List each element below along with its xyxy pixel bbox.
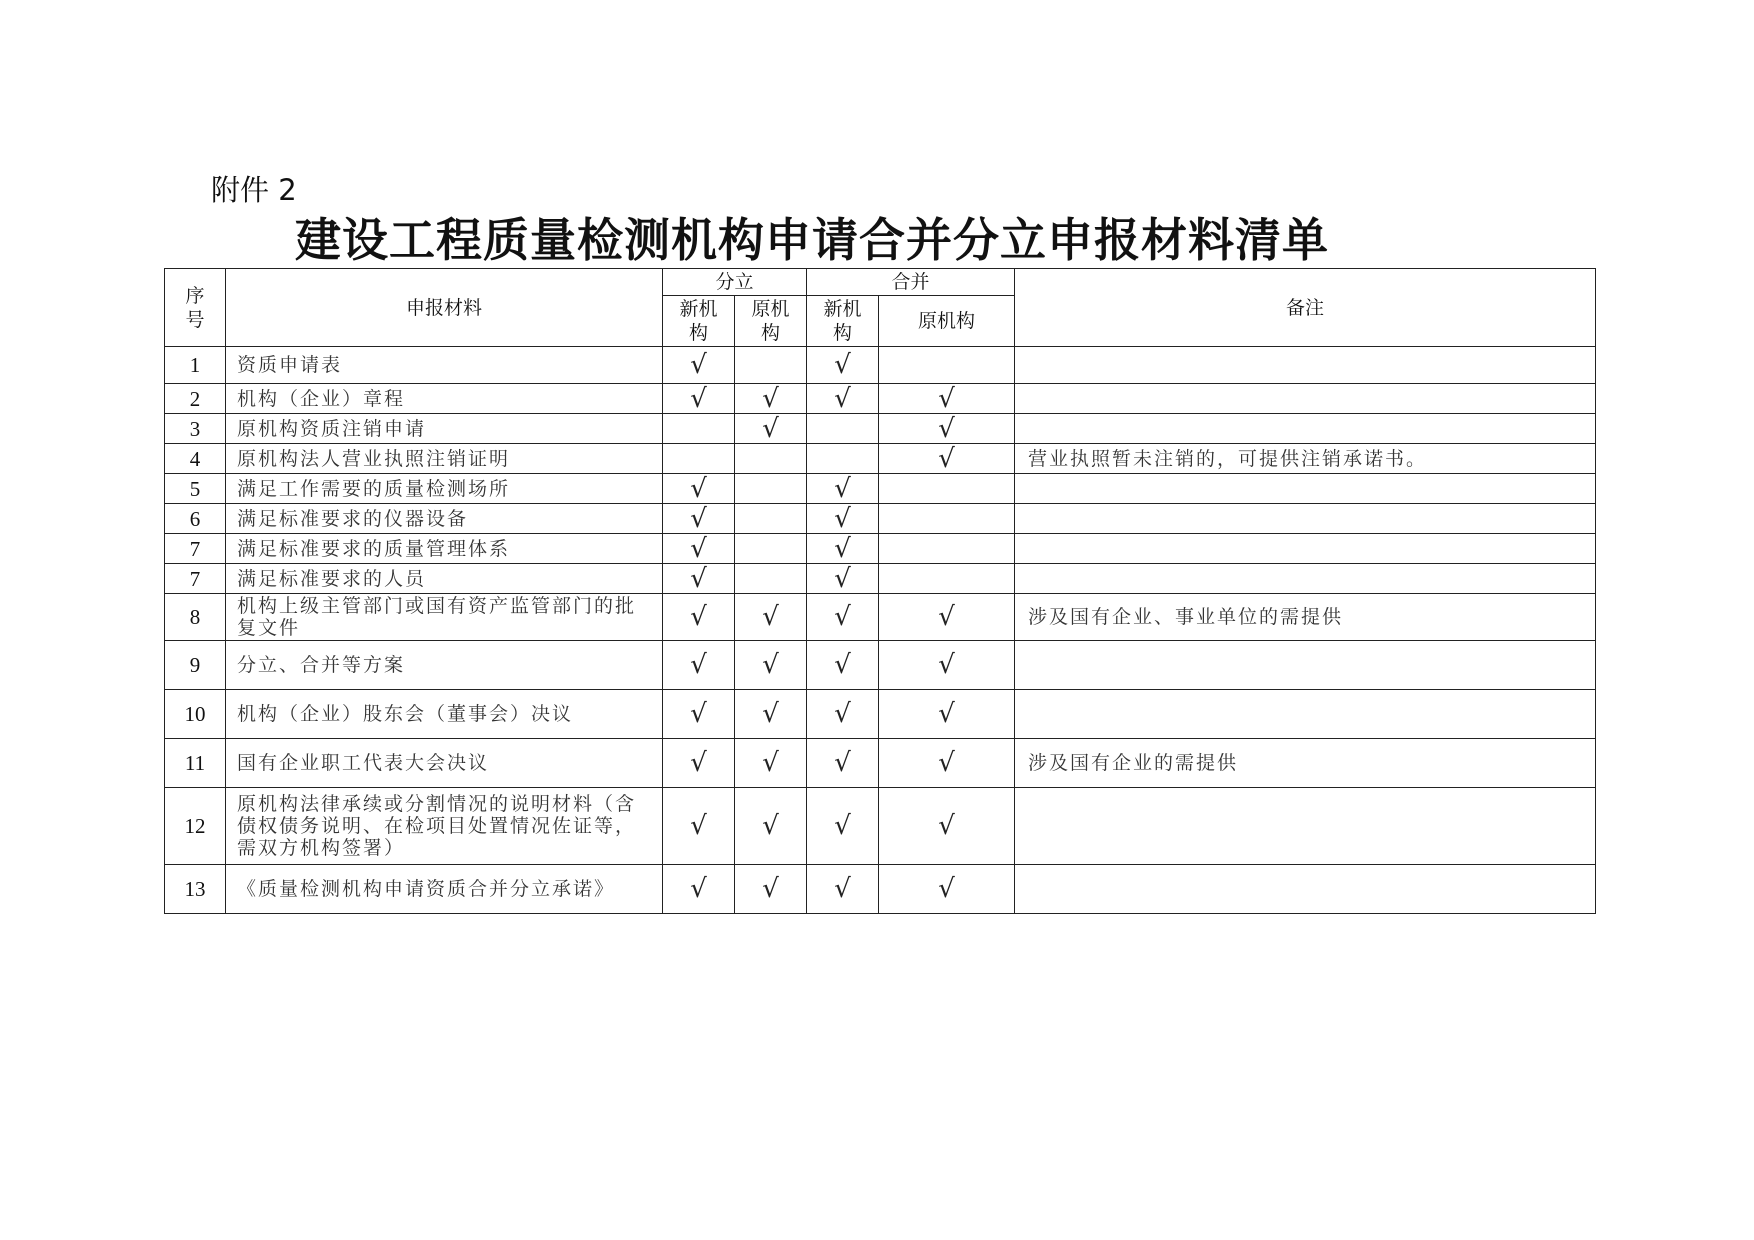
merge-new-check (807, 414, 879, 444)
table-row (165, 414, 1596, 444)
merge-new-check (807, 444, 879, 474)
merge-new-check: √ (807, 594, 879, 641)
material-cell: 满足标准要求的人员 (226, 564, 663, 594)
split-new-check: √ (663, 564, 735, 594)
table-row (165, 788, 1596, 865)
merge-new-check: √ (807, 865, 879, 914)
merge-new-check: √ (807, 788, 879, 865)
note-cell (1015, 347, 1596, 384)
row-number: 10 (165, 690, 226, 739)
merge-orig-check (879, 564, 1015, 594)
merge-new-check: √ (807, 739, 879, 788)
row-number: 6 (165, 504, 226, 534)
material-cell: 满足工作需要的质量检测场所 (226, 474, 663, 504)
row-number: 13 (165, 865, 226, 914)
merge-new-header: 新机 构 (807, 296, 879, 347)
split-orig-check (735, 444, 807, 474)
note-cell (1015, 534, 1596, 564)
merge-new-check: √ (807, 474, 879, 504)
merge-orig-check (879, 474, 1015, 504)
row-number: 5 (165, 474, 226, 504)
material-cell: 机构上级主管部门或国有资产监管部门的批复文件 (226, 594, 663, 641)
split-new-check: √ (663, 534, 735, 564)
material-header: 申报材料 (226, 269, 663, 347)
merge-new-check: √ (807, 690, 879, 739)
note-header: 备注 (1015, 269, 1596, 347)
split-new-check: √ (663, 641, 735, 690)
split-new-check: √ (663, 594, 735, 641)
merge-orig-check (879, 347, 1015, 384)
row-number: 7 (165, 564, 226, 594)
note-cell: 营业执照暂未注销的，可提供注销承诺书。 (1015, 444, 1596, 474)
split-new-check (663, 444, 735, 474)
material-cell: 满足标准要求的仪器设备 (226, 504, 663, 534)
merge-new-check: √ (807, 641, 879, 690)
merge-orig-check (879, 534, 1015, 564)
table-row (165, 534, 1596, 564)
material-cell: 《质量检测机构申请资质合并分立承诺》 (226, 865, 663, 914)
split-new-check: √ (663, 865, 735, 914)
split-new-check: √ (663, 739, 735, 788)
note-cell (1015, 414, 1596, 444)
split-new-check: √ (663, 347, 735, 384)
note-cell (1015, 504, 1596, 534)
note-cell: 涉及国有企业、事业单位的需提供 (1015, 594, 1596, 641)
split-orig-check: √ (735, 641, 807, 690)
note-cell (1015, 564, 1596, 594)
split-new-header: 新机 构 (663, 296, 735, 347)
split-new-check (663, 414, 735, 444)
note-cell (1015, 641, 1596, 690)
merge-orig-check: √ (879, 739, 1015, 788)
material-cell: 机构（企业）股东会（董事会）决议 (226, 690, 663, 739)
table-row (165, 347, 1596, 384)
split-orig-check (735, 474, 807, 504)
materials-table (164, 268, 1596, 914)
row-number: 9 (165, 641, 226, 690)
merge-orig-check: √ (879, 788, 1015, 865)
split-orig-check: √ (735, 414, 807, 444)
material-cell: 满足标准要求的质量管理体系 (226, 534, 663, 564)
split-orig-check: √ (735, 384, 807, 414)
table-row (165, 690, 1596, 739)
merge-orig-check: √ (879, 690, 1015, 739)
note-cell (1015, 690, 1596, 739)
material-cell: 分立、合并等方案 (226, 641, 663, 690)
row-number: 3 (165, 414, 226, 444)
merge-new-check: √ (807, 384, 879, 414)
table-row (165, 384, 1596, 414)
merge-new-check: √ (807, 504, 879, 534)
row-number: 11 (165, 739, 226, 788)
merge-header: 合并 (807, 269, 1015, 296)
table-row (165, 739, 1596, 788)
split-new-check: √ (663, 504, 735, 534)
note-cell (1015, 865, 1596, 914)
table-row (165, 504, 1596, 534)
merge-orig-check: √ (879, 414, 1015, 444)
split-orig-check (735, 534, 807, 564)
table-row (165, 641, 1596, 690)
split-new-check: √ (663, 384, 735, 414)
seq-header: 序 号 (165, 269, 226, 347)
document-title: 建设工程质量检测机构申请合并分立申报材料清单 (295, 213, 1329, 267)
merge-new-check: √ (807, 564, 879, 594)
table-row (165, 444, 1596, 474)
material-cell: 原机构法律承续或分割情况的说明材料（含债权债务说明、在检项目处置情况佐证等，需双方机构签署） (226, 788, 663, 865)
merge-new-check: √ (807, 534, 879, 564)
merge-new-check: √ (807, 347, 879, 384)
merge-orig-check: √ (879, 865, 1015, 914)
material-cell: 国有企业职工代表大会决议 (226, 739, 663, 788)
split-orig-check: √ (735, 690, 807, 739)
split-new-check: √ (663, 690, 735, 739)
merge-orig-check: √ (879, 444, 1015, 474)
merge-orig-check (879, 504, 1015, 534)
material-cell: 原机构资质注销申请 (226, 414, 663, 444)
row-number: 12 (165, 788, 226, 865)
note-cell: 涉及国有企业的需提供 (1015, 739, 1596, 788)
row-number: 8 (165, 594, 226, 641)
merge-orig-check: √ (879, 594, 1015, 641)
merge-orig-check: √ (879, 384, 1015, 414)
material-cell: 机构（企业）章程 (226, 384, 663, 414)
table-body (165, 347, 1596, 914)
split-orig-check: √ (735, 739, 807, 788)
row-number: 7 (165, 534, 226, 564)
note-cell (1015, 474, 1596, 504)
split-new-check: √ (663, 474, 735, 504)
split-header: 分立 (663, 269, 807, 296)
split-orig-check (735, 504, 807, 534)
split-orig-header: 原机 构 (735, 296, 807, 347)
table-row (165, 474, 1596, 504)
row-number: 4 (165, 444, 226, 474)
merge-orig-check: √ (879, 641, 1015, 690)
split-orig-check: √ (735, 788, 807, 865)
table-row (165, 594, 1596, 641)
table-row (165, 865, 1596, 914)
row-number: 2 (165, 384, 226, 414)
material-cell: 原机构法人营业执照注销证明 (226, 444, 663, 474)
material-cell: 资质申请表 (226, 347, 663, 384)
note-cell (1015, 788, 1596, 865)
note-cell (1015, 384, 1596, 414)
split-orig-check (735, 564, 807, 594)
attachment-label: 附件 2 (211, 173, 297, 207)
merge-orig-header: 原机构 (879, 296, 1015, 347)
table-row (165, 564, 1596, 594)
split-orig-check (735, 347, 807, 384)
split-orig-check: √ (735, 865, 807, 914)
split-new-check: √ (663, 788, 735, 865)
split-orig-check: √ (735, 594, 807, 641)
row-number: 1 (165, 347, 226, 384)
